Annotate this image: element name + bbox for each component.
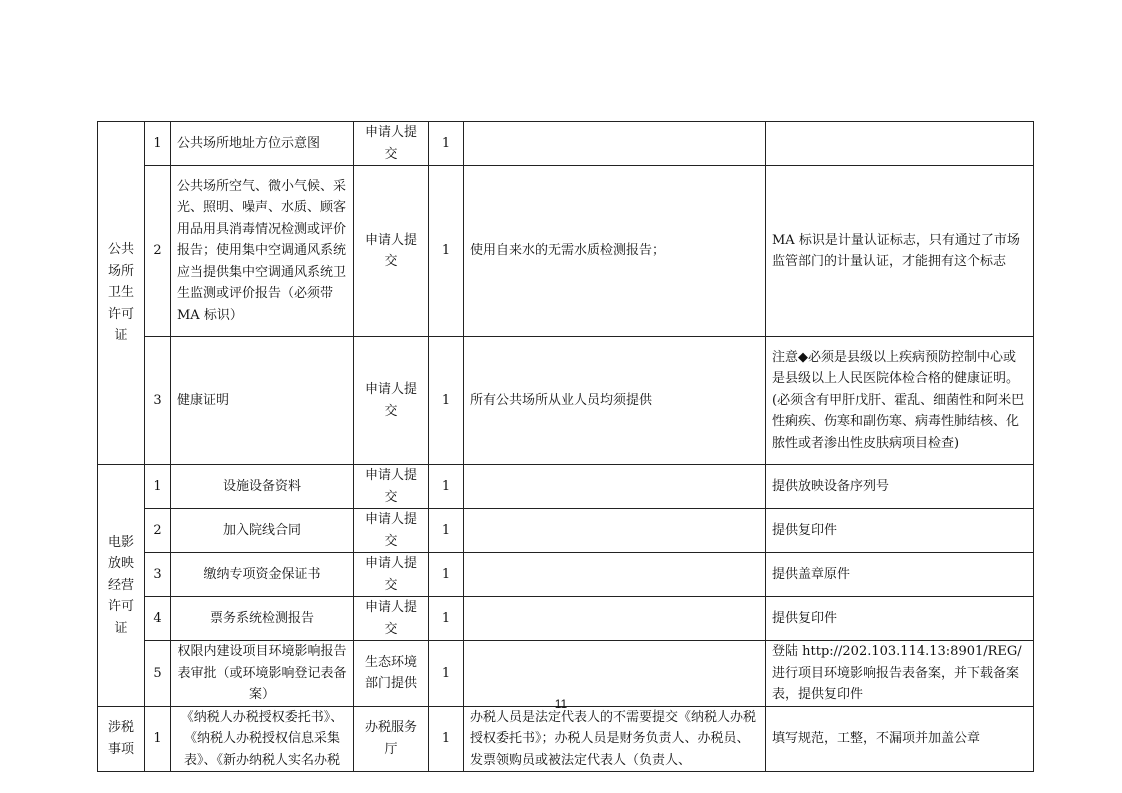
material-cell: 加入院线合同 [171,509,354,553]
row-number: 5 [145,641,171,707]
count-cell: 1 [429,122,464,166]
row-number: 4 [145,597,171,641]
row-number: 1 [145,465,171,509]
requirement-cell: 办税人员是法定代表人的不需要提交《纳税人办税授权委托书》；办税人员是财务负责人、办税员、发票领购员或被法定代表人（负责人、 [464,706,766,772]
row-number: 2 [145,166,171,337]
note-cell: 登陆 http://202.103.114.13:8901/REG/进行项目环境影响报告表备案，并下载备案表，提供复印件 [766,641,1034,707]
source-cell: 申请人提交 [354,166,429,337]
page-number: 11 [554,697,568,711]
source-cell: 申请人提交 [354,465,429,509]
count-cell: 1 [429,166,464,337]
row-number: 1 [145,122,171,166]
count-cell: 1 [429,337,464,465]
row-number: 3 [145,553,171,597]
count-cell: 1 [429,465,464,509]
material-cell: 《纳税人办税授权委托书》、《纳税人办税授权信息采集表》、《新办纳税人实名办税 [171,706,354,772]
source-cell: 申请人提交 [354,597,429,641]
source-cell: 申请人提交 [354,337,429,465]
source-cell: 申请人提交 [354,509,429,553]
material-cell: 公共场所空气、微小气候、采光、照明、噪声、水质、顾客用品用具消毒情况检测或评价报告；使用集中空调通风系统应当提供集中空调通风系统卫生监测或评价报告（必须带 MA 标识） [171,166,354,337]
material-cell: 权限内建设项目环境影响报告表审批（或环境影响登记表备案） [171,641,354,707]
source-cell: 生态环境部门提供 [354,641,429,707]
material-cell: 设施设备资料 [171,465,354,509]
note-cell: 填写规范，工整，不漏项并加盖公章 [766,706,1034,772]
requirement-cell: 使用自来水的无需水质检测报告； [464,166,766,337]
table-row [98,122,1034,166]
note-cell: 提供复印件 [766,509,1034,553]
count-cell: 1 [429,597,464,641]
count-cell: 1 [429,641,464,707]
table-row [98,597,1034,641]
material-cell: 公共场所地址方位示意图 [171,122,354,166]
requirement-cell [464,465,766,509]
material-cell: 健康证明 [171,337,354,465]
requirement-cell: 所有公共场所从业人员均须提供 [464,337,766,465]
note-cell: 注意◆必须是县级以上疾病预防控制中心或是县级以上人民医院体检合格的健康证明。(必须含有甲肝戊肝、霍乱、细菌性和阿米巴性痢疾、伤寒和副伤寒、病毒性肺结核、化脓性或者渗出性皮肤病项目检查) [766,337,1034,465]
materials-table [97,121,1034,772]
row-number: 2 [145,509,171,553]
note-cell: 提供盖章原件 [766,553,1034,597]
material-cell: 缴纳专项资金保证书 [171,553,354,597]
table-row [98,166,1034,337]
row-number: 3 [145,337,171,465]
requirement-cell [464,509,766,553]
table-row [98,337,1034,465]
count-cell: 1 [429,553,464,597]
source-cell: 申请人提交 [354,553,429,597]
table-row [98,706,1034,772]
count-cell: 1 [429,509,464,553]
source-cell: 申请人提交 [354,122,429,166]
count-cell: 1 [429,706,464,772]
note-cell [766,122,1034,166]
table-row [98,465,1034,509]
table-row [98,553,1034,597]
requirement-cell [464,122,766,166]
table-row [98,509,1034,553]
requirement-cell [464,553,766,597]
source-cell: 办税服务厅 [354,706,429,772]
category-cell: 公共场所卫生许可证 [98,122,145,465]
note-cell: 提供放映设备序列号 [766,465,1034,509]
material-cell: 票务系统检测报告 [171,597,354,641]
note-cell: 提供复印件 [766,597,1034,641]
note-cell: MA 标识是计量认证标志，只有通过了市场监管部门的计量认证，才能拥有这个标志 [766,166,1034,337]
category-cell: 涉税事项 [98,706,145,772]
row-number: 1 [145,706,171,772]
category-cell: 电影放映经营许可证 [98,465,145,707]
requirement-cell [464,597,766,641]
